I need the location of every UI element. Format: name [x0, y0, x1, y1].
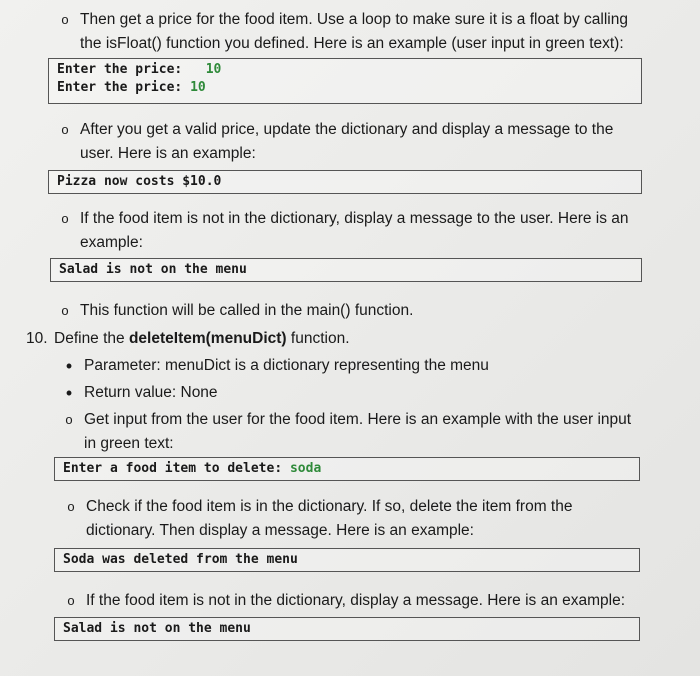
bullet-parameter	[60, 354, 680, 378]
text-line: Get input from the user for the food item. Here is an example with the user input	[84, 411, 632, 428]
code-example-price	[48, 58, 642, 104]
text-line: dictionary. Then display a message. Here is an example:	[86, 522, 474, 539]
step-prefix: Define the	[54, 330, 129, 347]
circle-bullet-icon: o	[61, 211, 69, 226]
function-name: deleteItem(menuDict)	[128, 330, 287, 347]
circle-bullet-icon: o	[65, 412, 73, 427]
code-input: soda	[289, 461, 322, 476]
code-prompt: Enter the price:	[57, 62, 183, 77]
code-prompt: Enter the price:	[57, 80, 183, 95]
text-line: in green text:	[84, 435, 174, 452]
text-line: Check if the food item is in the dictionary. If so, delete the item from the	[86, 498, 573, 515]
text-line: user. Here is an example:	[80, 145, 256, 162]
code-output: Salad is not on the menu	[63, 621, 251, 636]
bullet-valid-price	[56, 118, 676, 166]
circle-bullet-icon: o	[61, 122, 69, 137]
text-line: If the food item is not in the dictionary, display a message. Here is an example:	[86, 592, 626, 609]
code-output: Pizza now costs $10.0	[57, 174, 222, 189]
circle-bullet-icon: o	[61, 12, 69, 27]
code-input: 10	[190, 80, 206, 95]
code-example-check-delete	[54, 548, 640, 572]
step-suffix: function.	[286, 330, 350, 347]
step-number: 10.	[26, 330, 48, 347]
text-line: If the food item is not in the dictionary, display a message to the user. Here is an	[80, 210, 629, 227]
dot-bullet-icon: •	[65, 383, 73, 403]
code-example-not-in-dict-2	[54, 617, 640, 641]
bullet-main-call	[56, 299, 676, 323]
bullet-not-in-dict-2	[62, 589, 682, 613]
dot-bullet-icon: •	[65, 356, 73, 376]
code-example-valid-price	[48, 170, 642, 194]
bullet-check-delete	[62, 495, 682, 543]
code-output: Salad is not on the menu	[59, 262, 247, 277]
step-10-heading	[26, 327, 666, 351]
bullet-price-prompt	[56, 8, 676, 56]
text-line: Return value: None	[84, 384, 218, 401]
circle-bullet-icon: o	[67, 499, 75, 514]
text-line: After you get a valid price, update the dictionary and display a message to the	[80, 121, 614, 138]
code-output: Soda was deleted from the menu	[63, 552, 298, 567]
bullet-get-input	[60, 408, 680, 456]
code-example-not-in-dict	[50, 258, 642, 282]
code-example-get-input	[54, 457, 640, 481]
code-input: 10	[205, 62, 222, 77]
text-line: This function will be called in the main() function.	[80, 302, 414, 319]
bullet-return-value	[60, 381, 680, 405]
text-line: the isFloat() function you defined. Here is an example (user input in green text):	[80, 35, 624, 52]
circle-bullet-icon: o	[61, 303, 69, 318]
bullet-not-in-dict	[56, 207, 676, 255]
code-prompt: Enter a food item to delete:	[63, 461, 283, 476]
text-line: example:	[80, 234, 143, 251]
text-line: Then get a price for the food item. Use a loop to make sure it is a float by calling	[80, 11, 628, 28]
text-line: Parameter: menuDict is a dictionary representing the menu	[84, 357, 489, 374]
circle-bullet-icon: o	[67, 593, 75, 608]
